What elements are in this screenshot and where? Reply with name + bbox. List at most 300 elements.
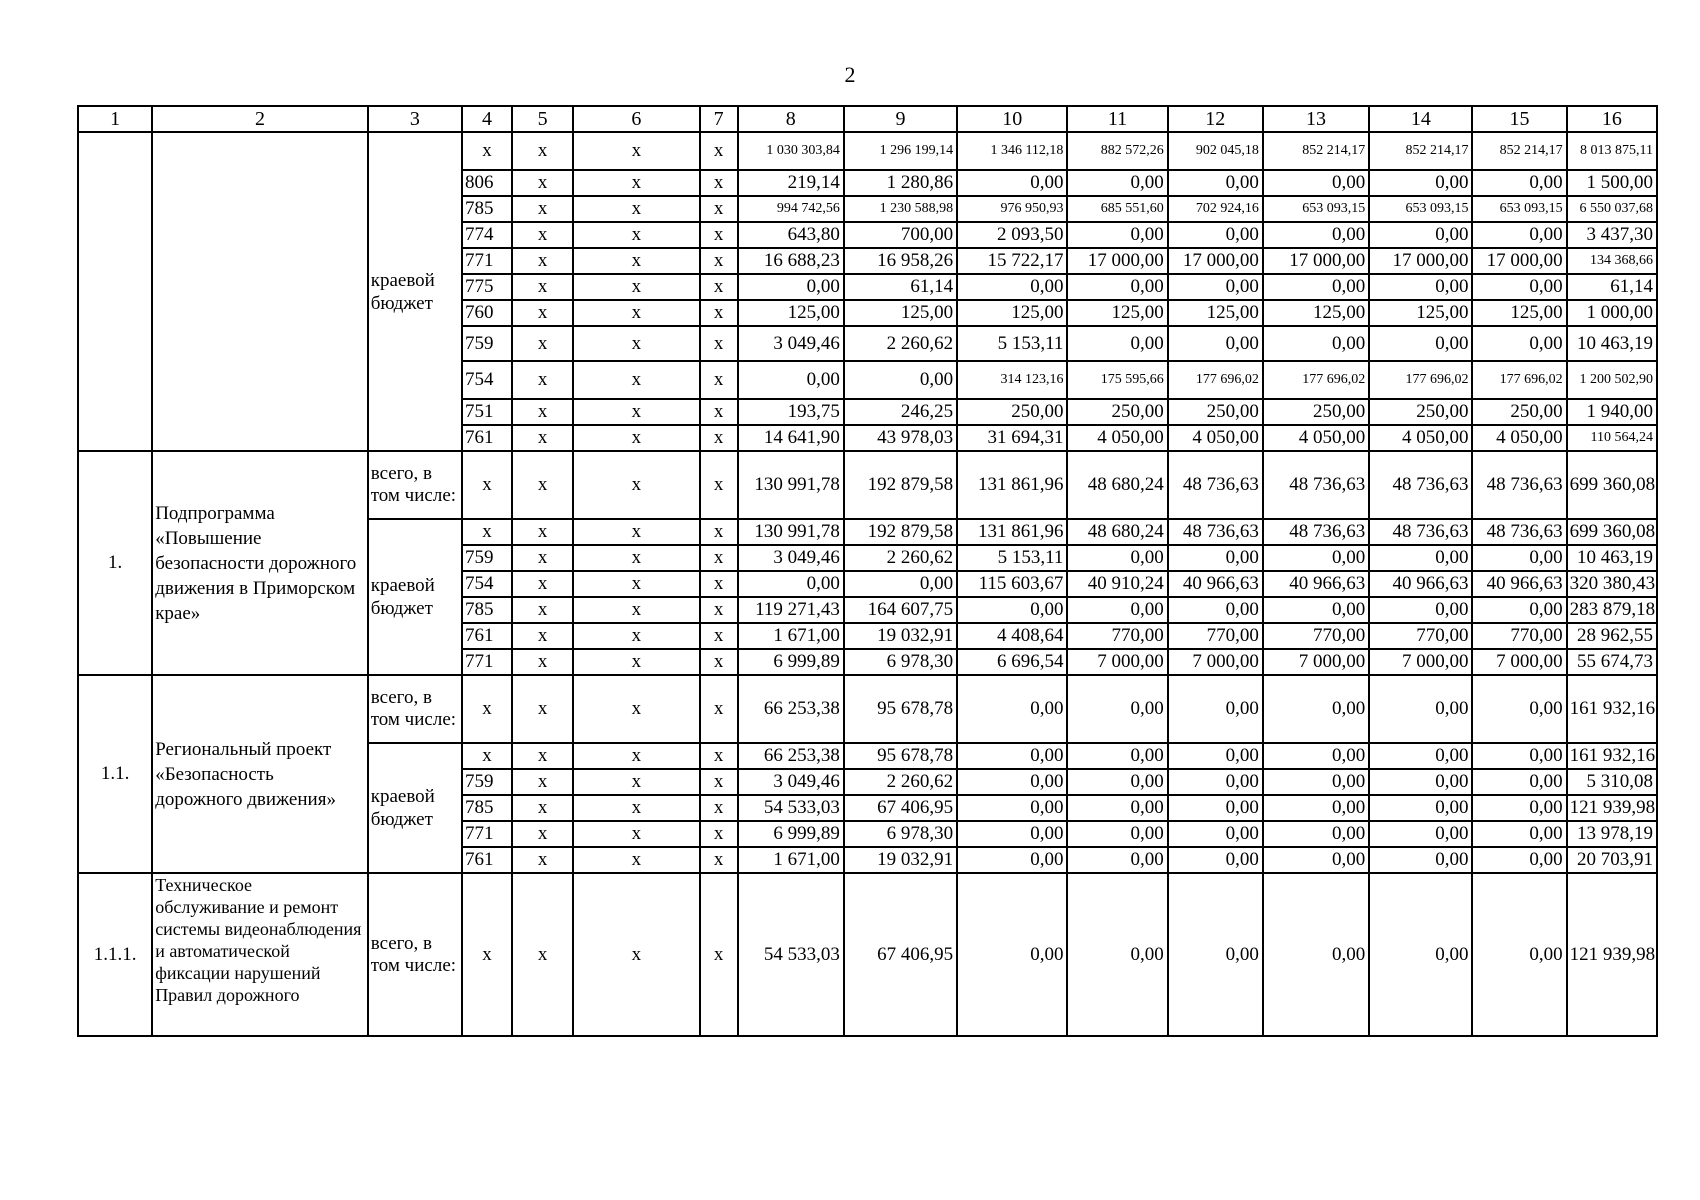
- value-cell: x: [512, 274, 573, 300]
- value-cell: 0,00: [1472, 873, 1566, 1036]
- value-cell: 130 991,78: [738, 451, 844, 519]
- section-number: 1.1.: [78, 675, 152, 873]
- value-cell: 134 368,66: [1567, 248, 1657, 274]
- value-cell: 852 214,17: [1263, 132, 1369, 170]
- value-cell: x: [462, 873, 512, 1036]
- header-cell: 11: [1067, 106, 1167, 132]
- value-cell: 0,00: [844, 571, 957, 597]
- code-cell: 785: [462, 597, 512, 623]
- value-cell: x: [573, 326, 699, 361]
- value-cell: 17 000,00: [1472, 248, 1566, 274]
- value-cell: x: [512, 847, 573, 873]
- value-cell: x: [573, 847, 699, 873]
- value-cell: 177 696,02: [1263, 361, 1369, 399]
- value-cell: 0,00: [1472, 847, 1566, 873]
- value-cell: 0,00: [1263, 170, 1369, 196]
- value-cell: 246,25: [844, 399, 957, 425]
- code-cell: 806: [462, 170, 512, 196]
- value-cell: 0,00: [957, 821, 1067, 847]
- header-cell: 8: [738, 106, 844, 132]
- value-cell: x: [512, 222, 573, 248]
- value-cell: x: [573, 425, 699, 451]
- value-cell: 852 214,17: [1369, 132, 1472, 170]
- value-cell: 0,00: [1067, 545, 1167, 571]
- value-cell: x: [700, 743, 738, 769]
- value-cell: x: [512, 451, 573, 519]
- value-cell: 177 696,02: [1168, 361, 1263, 399]
- value-cell: x: [573, 300, 699, 326]
- value-cell: 653 093,15: [1263, 196, 1369, 222]
- value-cell: x: [573, 545, 699, 571]
- value-cell: 40 966,63: [1168, 571, 1263, 597]
- value-cell: 0,00: [1263, 795, 1369, 821]
- value-cell: 283 879,18: [1567, 597, 1657, 623]
- value-cell: 0,00: [1168, 170, 1263, 196]
- value-cell: 0,00: [1263, 821, 1369, 847]
- value-cell: 0,00: [1168, 873, 1263, 1036]
- value-cell: 40 966,63: [1263, 571, 1369, 597]
- header-cell: 15: [1472, 106, 1566, 132]
- value-cell: x: [700, 649, 738, 675]
- page-number: 2: [844, 62, 856, 87]
- budget-label: краевой бюджет: [368, 132, 462, 451]
- value-cell: x: [512, 425, 573, 451]
- section-name: Региональный проект «Безопасность дорожного движения»: [152, 675, 368, 873]
- value-cell: 67 406,95: [844, 873, 957, 1036]
- value-cell: 1 940,00: [1567, 399, 1657, 425]
- code-cell: 761: [462, 425, 512, 451]
- value-cell: 1 000,00: [1567, 300, 1657, 326]
- value-cell: 5 153,11: [957, 545, 1067, 571]
- value-cell: x: [512, 795, 573, 821]
- value-cell: 6 999,89: [738, 649, 844, 675]
- value-cell: x: [573, 623, 699, 649]
- section-total-row: [78, 675, 1657, 743]
- value-cell: x: [512, 873, 573, 1036]
- value-cell: 20 703,91: [1567, 847, 1657, 873]
- value-cell: 250,00: [1168, 399, 1263, 425]
- code-cell: x: [462, 743, 512, 769]
- value-cell: 2 260,62: [844, 545, 957, 571]
- code-cell: 751: [462, 399, 512, 425]
- code-cell: 785: [462, 795, 512, 821]
- value-cell: 653 093,15: [1472, 196, 1566, 222]
- value-cell: 0,00: [1168, 274, 1263, 300]
- value-cell: 0,00: [1168, 675, 1263, 743]
- value-cell: x: [700, 425, 738, 451]
- value-cell: 653 093,15: [1369, 196, 1472, 222]
- value-cell: 0,00: [1168, 222, 1263, 248]
- value-cell: 15 722,17: [957, 248, 1067, 274]
- value-cell: 1 346 112,18: [957, 132, 1067, 170]
- value-cell: 0,00: [1168, 821, 1263, 847]
- value-cell: x: [573, 248, 699, 274]
- value-cell: 192 879,58: [844, 451, 957, 519]
- total-label: всего, в том числе:: [368, 675, 462, 743]
- value-cell: x: [700, 451, 738, 519]
- value-cell: 0,00: [844, 361, 957, 399]
- section-name: Подпрограмма «Повышение безопасности дорожного движения в Приморском крае»: [152, 451, 368, 675]
- value-cell: x: [573, 597, 699, 623]
- value-cell: 61,14: [1567, 274, 1657, 300]
- value-cell: 164 607,75: [844, 597, 957, 623]
- value-cell: 0,00: [1168, 743, 1263, 769]
- value-cell: 48 736,63: [1472, 519, 1566, 545]
- value-cell: 699 360,08: [1567, 451, 1657, 519]
- code-cell: x: [462, 519, 512, 545]
- value-cell: 0,00: [1067, 873, 1167, 1036]
- value-cell: 685 551,60: [1067, 196, 1167, 222]
- value-cell: x: [700, 399, 738, 425]
- value-cell: 0,00: [957, 769, 1067, 795]
- value-cell: 48 736,63: [1369, 451, 1472, 519]
- value-cell: x: [573, 399, 699, 425]
- value-cell: 0,00: [957, 847, 1067, 873]
- value-cell: 54 533,03: [738, 873, 844, 1036]
- value-cell: 1 030 303,84: [738, 132, 844, 170]
- value-cell: 17 000,00: [1168, 248, 1263, 274]
- value-cell: 0,00: [1263, 326, 1369, 361]
- value-cell: 0,00: [1369, 274, 1472, 300]
- header-row: [78, 106, 1657, 132]
- value-cell: 43 978,03: [844, 425, 957, 451]
- value-cell: 131 861,96: [957, 519, 1067, 545]
- value-cell: 250,00: [957, 399, 1067, 425]
- value-cell: 0,00: [1369, 170, 1472, 196]
- value-cell: x: [573, 743, 699, 769]
- value-cell: 192 879,58: [844, 519, 957, 545]
- value-cell: 193,75: [738, 399, 844, 425]
- value-cell: 95 678,78: [844, 675, 957, 743]
- value-cell: x: [700, 196, 738, 222]
- value-cell: x: [512, 248, 573, 274]
- value-cell: x: [573, 274, 699, 300]
- value-cell: x: [512, 361, 573, 399]
- value-cell: x: [573, 795, 699, 821]
- value-cell: x: [512, 545, 573, 571]
- value-cell: 0,00: [1369, 769, 1472, 795]
- code-cell: 774: [462, 222, 512, 248]
- value-cell: 48 736,63: [1168, 519, 1263, 545]
- value-cell: 48 680,24: [1067, 519, 1167, 545]
- value-cell: x: [700, 326, 738, 361]
- value-cell: 0,00: [1067, 821, 1167, 847]
- value-cell: 0,00: [738, 361, 844, 399]
- value-cell: x: [573, 451, 699, 519]
- code-cell: 761: [462, 847, 512, 873]
- value-cell: 55 674,73: [1567, 649, 1657, 675]
- value-cell: 40 966,63: [1472, 571, 1566, 597]
- value-cell: 0,00: [1263, 743, 1369, 769]
- value-cell: 0,00: [1472, 795, 1566, 821]
- value-cell: 7 000,00: [1369, 649, 1472, 675]
- value-cell: 0,00: [1263, 274, 1369, 300]
- value-cell: x: [512, 399, 573, 425]
- value-cell: 0,00: [1263, 675, 1369, 743]
- value-cell: x: [700, 170, 738, 196]
- value-cell: 0,00: [1369, 821, 1472, 847]
- section-total-row: [78, 451, 1657, 519]
- value-cell: 1 230 588,98: [844, 196, 957, 222]
- value-cell: 702 924,16: [1168, 196, 1263, 222]
- value-cell: x: [700, 222, 738, 248]
- value-cell: 0,00: [957, 597, 1067, 623]
- value-cell: x: [512, 649, 573, 675]
- value-cell: 1 296 199,14: [844, 132, 957, 170]
- value-cell: 4 408,64: [957, 623, 1067, 649]
- value-cell: x: [512, 196, 573, 222]
- value-cell: x: [700, 847, 738, 873]
- value-cell: x: [700, 769, 738, 795]
- header-cell: 6: [573, 106, 699, 132]
- value-cell: 0,00: [1369, 326, 1472, 361]
- value-cell: 0,00: [738, 274, 844, 300]
- header-cell: 4: [462, 106, 512, 132]
- value-cell: 6 696,54: [957, 649, 1067, 675]
- value-cell: 1 500,00: [1567, 170, 1657, 196]
- code-cell: 760: [462, 300, 512, 326]
- value-cell: 0,00: [1067, 769, 1167, 795]
- value-cell: 0,00: [1168, 545, 1263, 571]
- value-cell: 17 000,00: [1067, 248, 1167, 274]
- section-name: [152, 132, 368, 451]
- value-cell: 28 962,55: [1567, 623, 1657, 649]
- value-cell: x: [700, 795, 738, 821]
- value-cell: 19 032,91: [844, 623, 957, 649]
- value-cell: 10 463,19: [1567, 326, 1657, 361]
- value-cell: 14 641,90: [738, 425, 844, 451]
- value-cell: 125,00: [957, 300, 1067, 326]
- code-cell: 754: [462, 361, 512, 399]
- value-cell: 3 049,46: [738, 769, 844, 795]
- value-cell: 250,00: [1263, 399, 1369, 425]
- value-cell: 0,00: [957, 743, 1067, 769]
- value-cell: 0,00: [957, 274, 1067, 300]
- code-cell: 754: [462, 571, 512, 597]
- value-cell: 0,00: [1168, 795, 1263, 821]
- value-cell: 4 050,00: [1472, 425, 1566, 451]
- value-cell: 6 978,30: [844, 821, 957, 847]
- value-cell: 0,00: [1369, 675, 1472, 743]
- value-cell: 4 050,00: [1263, 425, 1369, 451]
- value-cell: 0,00: [1472, 769, 1566, 795]
- value-cell: 0,00: [957, 170, 1067, 196]
- value-cell: x: [512, 597, 573, 623]
- value-cell: 4 050,00: [1369, 425, 1472, 451]
- value-cell: 0,00: [1067, 743, 1167, 769]
- value-cell: 219,14: [738, 170, 844, 196]
- value-cell: x: [512, 326, 573, 361]
- header-cell: 2: [152, 106, 368, 132]
- value-cell: x: [512, 623, 573, 649]
- value-cell: 0,00: [1369, 795, 1472, 821]
- value-cell: 770,00: [1369, 623, 1472, 649]
- value-cell: 0,00: [1369, 222, 1472, 248]
- value-cell: 0,00: [1263, 847, 1369, 873]
- value-cell: 16 688,23: [738, 248, 844, 274]
- total-label: всего, в том числе:: [368, 873, 462, 1036]
- value-cell: 0,00: [1369, 847, 1472, 873]
- value-cell: 40 910,24: [1067, 571, 1167, 597]
- value-cell: 48 736,63: [1263, 519, 1369, 545]
- value-cell: 48 736,63: [1168, 451, 1263, 519]
- value-cell: x: [700, 675, 738, 743]
- value-cell: 0,00: [1067, 675, 1167, 743]
- value-cell: 175 595,66: [1067, 361, 1167, 399]
- code-cell: 785: [462, 196, 512, 222]
- value-cell: 5 153,11: [957, 326, 1067, 361]
- value-cell: 0,00: [1168, 847, 1263, 873]
- value-cell: 48 680,24: [1067, 451, 1167, 519]
- value-cell: 161 932,16: [1567, 743, 1657, 769]
- value-cell: 125,00: [1263, 300, 1369, 326]
- value-cell: 7 000,00: [1067, 649, 1167, 675]
- value-cell: 0,00: [1472, 545, 1566, 571]
- section-name: Техническое обслуживание и ремонт системы видеонаблюдения и автоматической фиксации нарушений Правил дорожного: [152, 873, 368, 1036]
- value-cell: x: [512, 821, 573, 847]
- value-cell: 0,00: [1472, 821, 1566, 847]
- value-cell: 125,00: [1067, 300, 1167, 326]
- value-cell: 0,00: [1067, 274, 1167, 300]
- value-cell: 0,00: [1369, 597, 1472, 623]
- value-cell: 770,00: [1067, 623, 1167, 649]
- value-cell: 314 123,16: [957, 361, 1067, 399]
- value-cell: x: [700, 821, 738, 847]
- code-cell: 759: [462, 545, 512, 571]
- value-cell: 177 696,02: [1472, 361, 1566, 399]
- value-cell: x: [700, 361, 738, 399]
- header-cell: 14: [1369, 106, 1472, 132]
- code-cell: 771: [462, 649, 512, 675]
- value-cell: x: [573, 222, 699, 248]
- value-cell: 0,00: [1472, 743, 1566, 769]
- value-cell: 852 214,17: [1472, 132, 1566, 170]
- value-cell: x: [573, 821, 699, 847]
- value-cell: 0,00: [957, 795, 1067, 821]
- value-cell: 6 978,30: [844, 649, 957, 675]
- value-cell: x: [573, 519, 699, 545]
- budget-row: [78, 132, 1657, 170]
- code-cell: 759: [462, 326, 512, 361]
- value-cell: 0,00: [1168, 597, 1263, 623]
- value-cell: 6 999,89: [738, 821, 844, 847]
- code-cell: 759: [462, 769, 512, 795]
- value-cell: 0,00: [957, 675, 1067, 743]
- value-cell: x: [700, 873, 738, 1036]
- value-cell: x: [512, 170, 573, 196]
- value-cell: x: [512, 675, 573, 743]
- header-cell: 16: [1567, 106, 1657, 132]
- value-cell: 0,00: [1168, 326, 1263, 361]
- code-cell: x: [462, 132, 512, 170]
- section-number: 1.: [78, 451, 152, 675]
- value-cell: 643,80: [738, 222, 844, 248]
- value-cell: 0,00: [1369, 873, 1472, 1036]
- value-cell: 7 000,00: [1263, 649, 1369, 675]
- value-cell: 66 253,38: [738, 675, 844, 743]
- value-cell: 7 000,00: [1168, 649, 1263, 675]
- value-cell: 0,00: [1067, 597, 1167, 623]
- header-cell: 1: [78, 106, 152, 132]
- value-cell: 0,00: [1067, 222, 1167, 248]
- value-cell: 0,00: [1263, 545, 1369, 571]
- value-cell: 2 093,50: [957, 222, 1067, 248]
- value-cell: 125,00: [1369, 300, 1472, 326]
- value-cell: 61,14: [844, 274, 957, 300]
- value-cell: 6 550 037,68: [1567, 196, 1657, 222]
- value-cell: x: [700, 597, 738, 623]
- value-cell: x: [512, 571, 573, 597]
- value-cell: 115 603,67: [957, 571, 1067, 597]
- value-cell: 0,00: [1067, 847, 1167, 873]
- value-cell: 110 564,24: [1567, 425, 1657, 451]
- header-cell: 9: [844, 106, 957, 132]
- value-cell: 1 280,86: [844, 170, 957, 196]
- value-cell: x: [700, 132, 738, 170]
- value-cell: 48 736,63: [1472, 451, 1566, 519]
- value-cell: 40 966,63: [1369, 571, 1472, 597]
- value-cell: x: [573, 769, 699, 795]
- value-cell: x: [700, 571, 738, 597]
- header-cell: 10: [957, 106, 1067, 132]
- value-cell: 5 310,08: [1567, 769, 1657, 795]
- value-cell: 0,00: [1472, 274, 1566, 300]
- value-cell: 0,00: [1263, 597, 1369, 623]
- value-cell: 121 939,98: [1567, 873, 1657, 1036]
- value-cell: x: [573, 170, 699, 196]
- value-cell: 48 736,63: [1369, 519, 1472, 545]
- value-cell: 17 000,00: [1369, 248, 1472, 274]
- value-cell: 0,00: [1472, 597, 1566, 623]
- value-cell: x: [512, 519, 573, 545]
- value-cell: x: [573, 873, 699, 1036]
- value-cell: x: [700, 248, 738, 274]
- value-cell: 902 045,18: [1168, 132, 1263, 170]
- value-cell: 0,00: [1067, 326, 1167, 361]
- value-cell: 161 932,16: [1567, 675, 1657, 743]
- code-cell: 761: [462, 623, 512, 649]
- value-cell: 0,00: [957, 873, 1067, 1036]
- value-cell: 2 260,62: [844, 769, 957, 795]
- value-cell: x: [700, 623, 738, 649]
- section-number: [78, 132, 152, 451]
- section-number: 1.1.1.: [78, 873, 152, 1036]
- value-cell: 770,00: [1263, 623, 1369, 649]
- value-cell: 0,00: [1067, 795, 1167, 821]
- code-cell: 771: [462, 821, 512, 847]
- value-cell: 130 991,78: [738, 519, 844, 545]
- value-cell: 700,00: [844, 222, 957, 248]
- value-cell: 17 000,00: [1263, 248, 1369, 274]
- value-cell: 976 950,93: [957, 196, 1067, 222]
- value-cell: 250,00: [1472, 399, 1566, 425]
- value-cell: 177 696,02: [1369, 361, 1472, 399]
- value-cell: 66 253,38: [738, 743, 844, 769]
- value-cell: 320 380,43: [1567, 571, 1657, 597]
- value-cell: x: [573, 571, 699, 597]
- value-cell: 125,00: [1472, 300, 1566, 326]
- value-cell: 1 671,00: [738, 623, 844, 649]
- value-cell: 0,00: [738, 571, 844, 597]
- value-cell: 0,00: [1263, 769, 1369, 795]
- value-cell: 994 742,56: [738, 196, 844, 222]
- value-cell: 95 678,78: [844, 743, 957, 769]
- value-cell: 0,00: [1263, 222, 1369, 248]
- section-total-row: [78, 873, 1657, 1036]
- value-cell: 125,00: [1168, 300, 1263, 326]
- value-cell: x: [700, 545, 738, 571]
- value-cell: 4 050,00: [1067, 425, 1167, 451]
